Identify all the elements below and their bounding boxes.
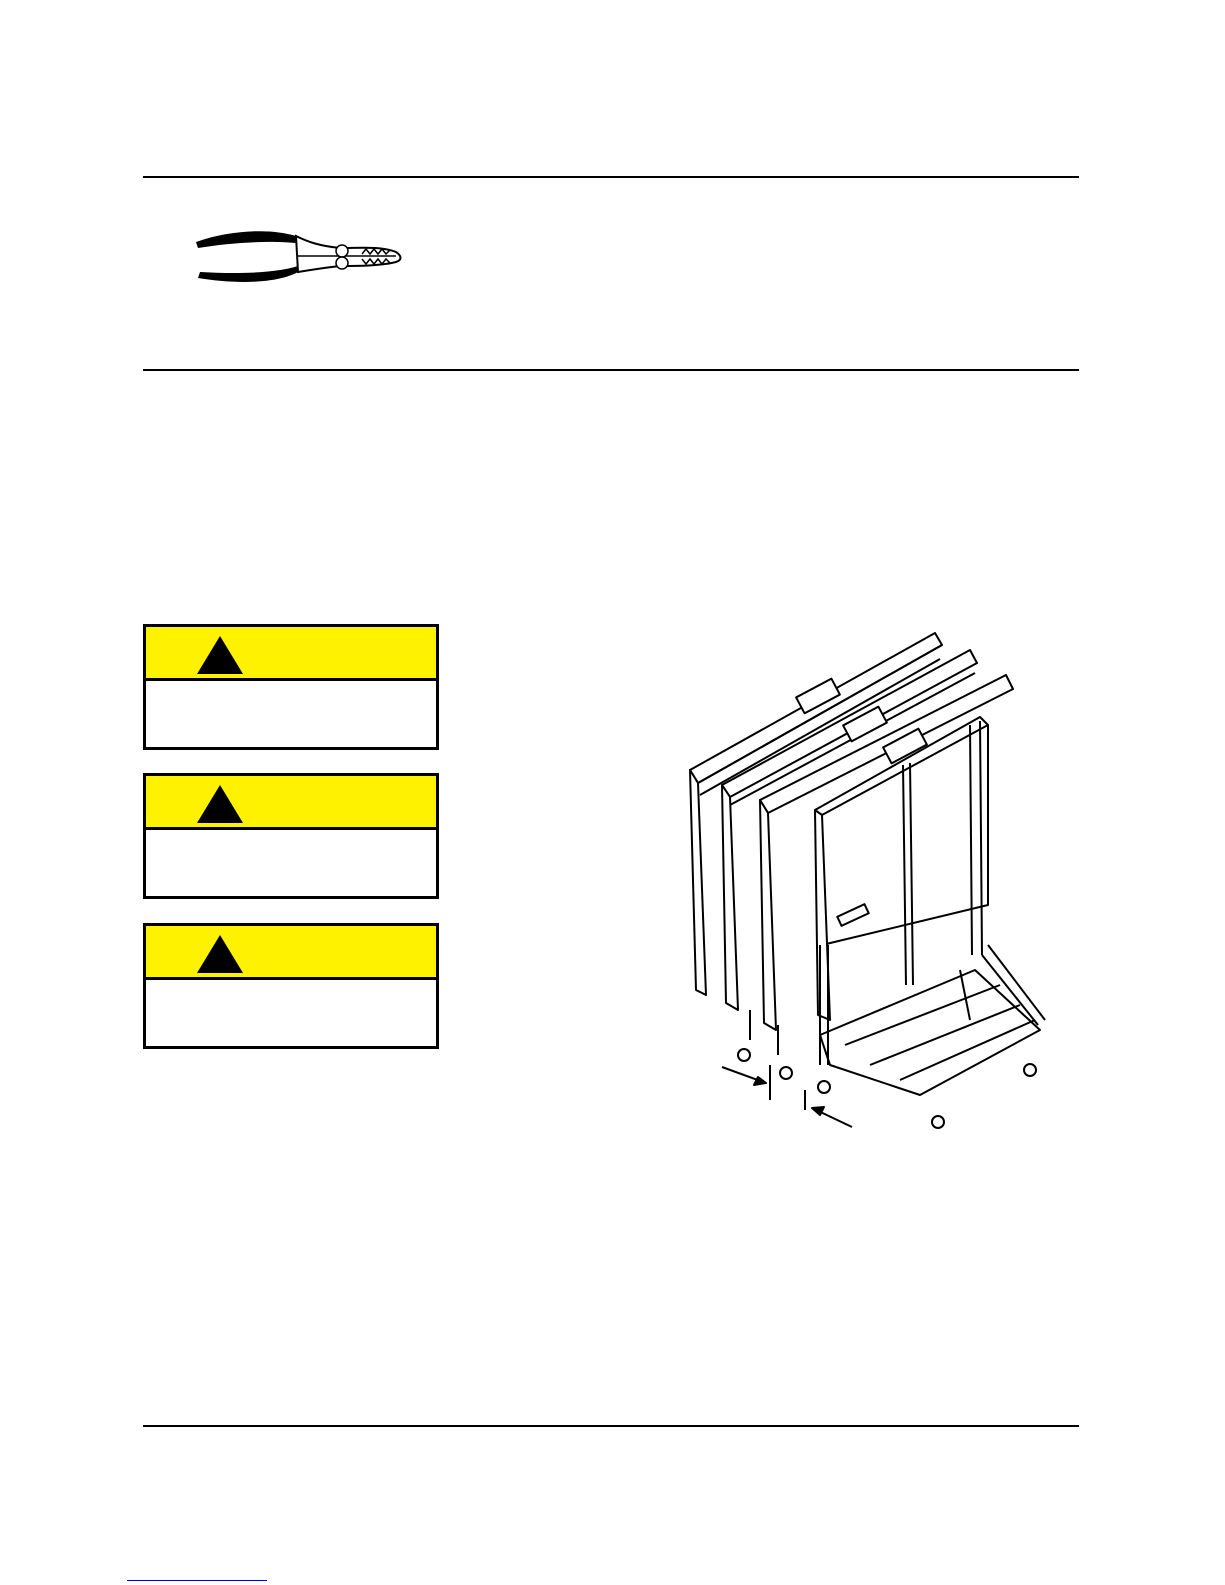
footer-divider xyxy=(143,1425,1079,1427)
warning-label-1 xyxy=(143,624,439,750)
warning-triangle-icon xyxy=(196,934,244,974)
warning-triangle-icon xyxy=(196,635,244,675)
header-divider-top xyxy=(143,176,1079,178)
warning-label-3 xyxy=(143,923,439,1049)
warning-header xyxy=(146,776,436,830)
header-divider-bottom xyxy=(143,369,1079,371)
pliers-icon xyxy=(190,226,410,290)
warning-triangle-icon xyxy=(196,784,244,824)
mobile-panel-cart-illustration xyxy=(670,625,1055,1135)
footer-link-underline[interactable] xyxy=(127,1580,267,1581)
warning-header xyxy=(146,627,436,681)
warning-header xyxy=(146,926,436,980)
warning-label-2 xyxy=(143,773,439,899)
